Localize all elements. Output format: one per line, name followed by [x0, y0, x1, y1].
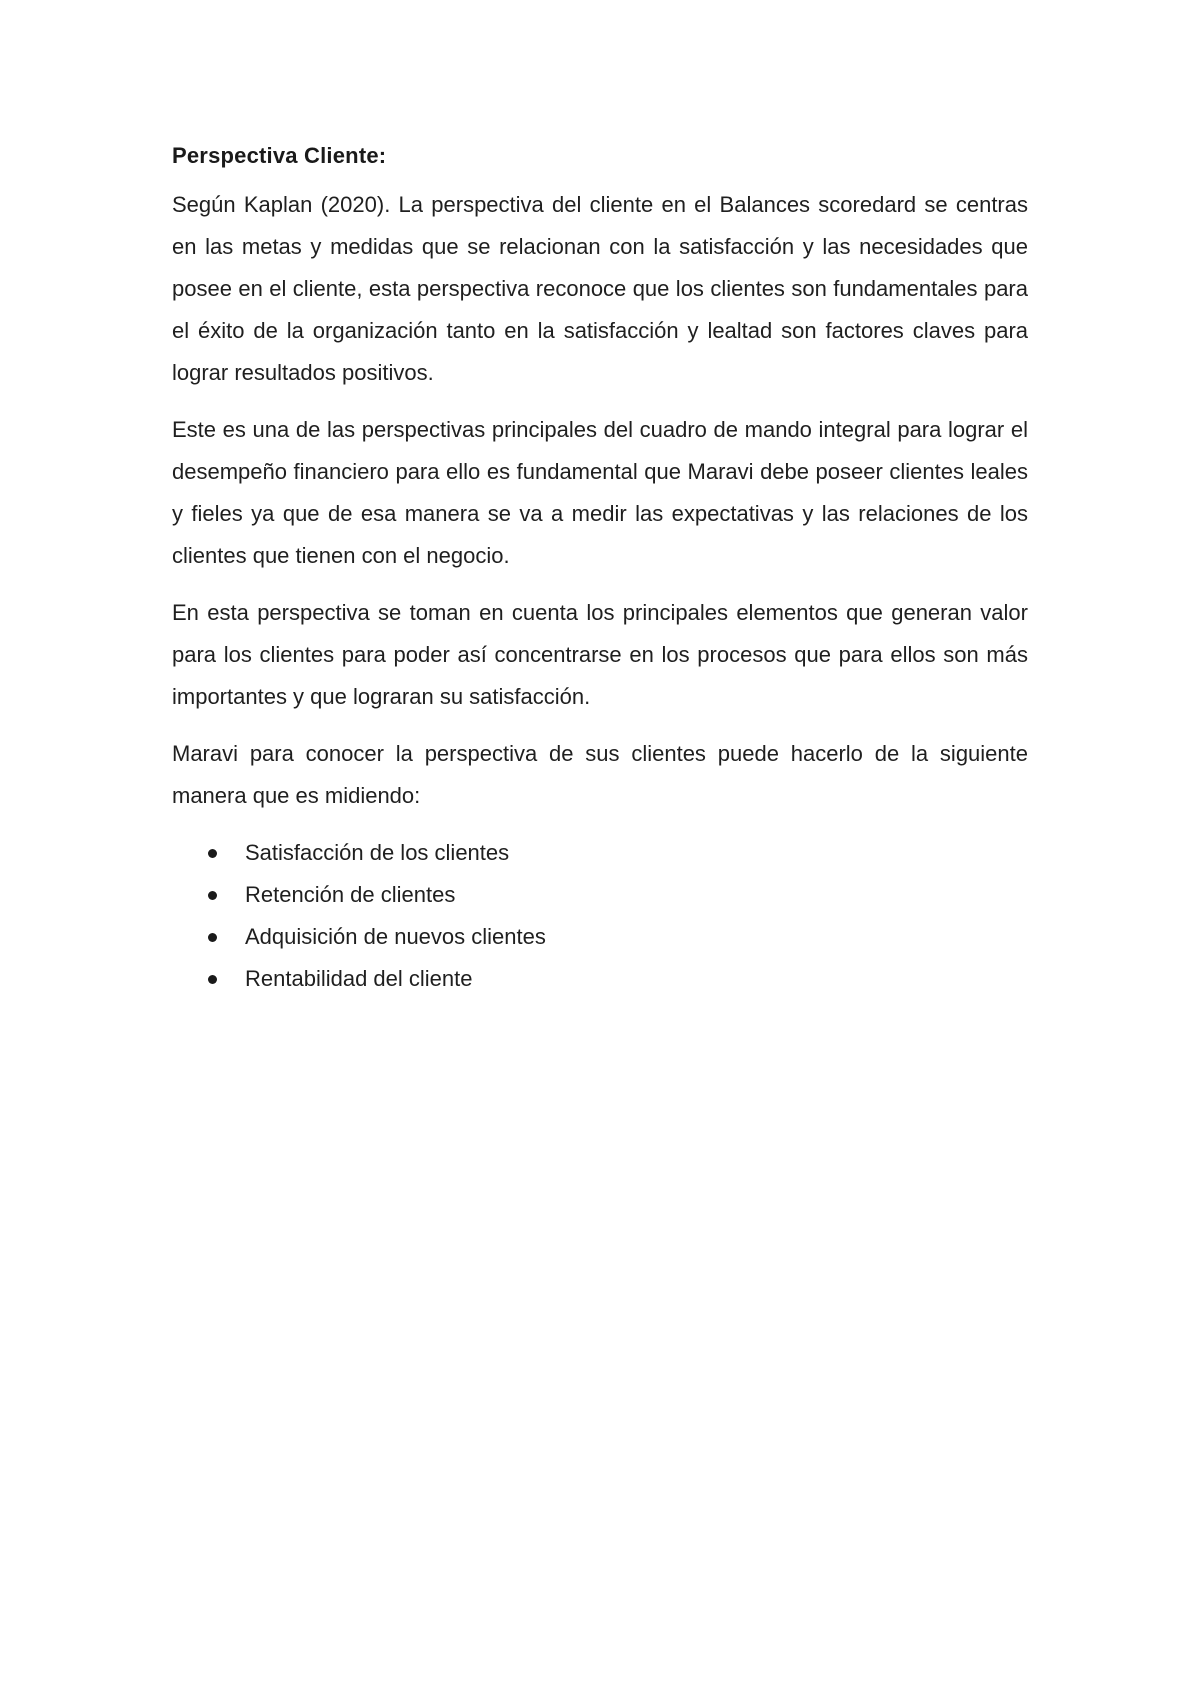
list-item-text: Rentabilidad del cliente — [245, 966, 473, 991]
bullet-icon — [208, 849, 217, 858]
bullet-icon — [208, 891, 217, 900]
list-item — [172, 958, 1028, 1000]
list-item-text: Satisfacción de los clientes — [245, 840, 510, 865]
list-item — [172, 874, 1028, 916]
list-item-text: Adquisición de nuevos clientes — [245, 924, 546, 949]
list-item-text: Retención de clientes — [245, 882, 456, 907]
paragraph-kaplan: Según Kaplan (2020). La perspectiva del cliente en el Balances scoredard se centras en las metas y medidas que se relacionan con la satisfacción y las necesidades que posee en el cliente, esta perspectiva reconoce que los clientes son fundamentales para el éxito de la organización tanto en la satisfacción y lealtad son factores claves para lograr resultados positivos. — [172, 192, 1028, 385]
bullet-list — [172, 832, 1028, 1000]
list-item — [172, 916, 1028, 958]
bullet-icon — [208, 975, 217, 984]
document-body — [172, 142, 1028, 1000]
list-item — [172, 832, 1028, 874]
bullet-icon — [208, 933, 217, 942]
paragraph-elementos-valor: En esta perspectiva se toman en cuenta los principales elementos que generan valor para los clientes para poder así concentrarse en los procesos que para ellos son más importantes y que lograran su satisfacción. — [172, 600, 1028, 709]
section-heading: Perspectiva Cliente: — [172, 143, 387, 168]
paragraph-cuadro-de-mando: Este es una de las perspectivas principales del cuadro de mando integral para lograr el desempeño financiero para ello es fundamental que Maravi debe poseer clientes leales y fieles ya que de esa manera se va a medir las expectativas y las relaciones de los clientes que tienen con el negocio. — [172, 417, 1028, 568]
paragraph-maravi-medicion: Maravi para conocer la perspectiva de sus clientes puede hacerlo de la siguiente manera que es midiendo: — [172, 741, 1028, 808]
